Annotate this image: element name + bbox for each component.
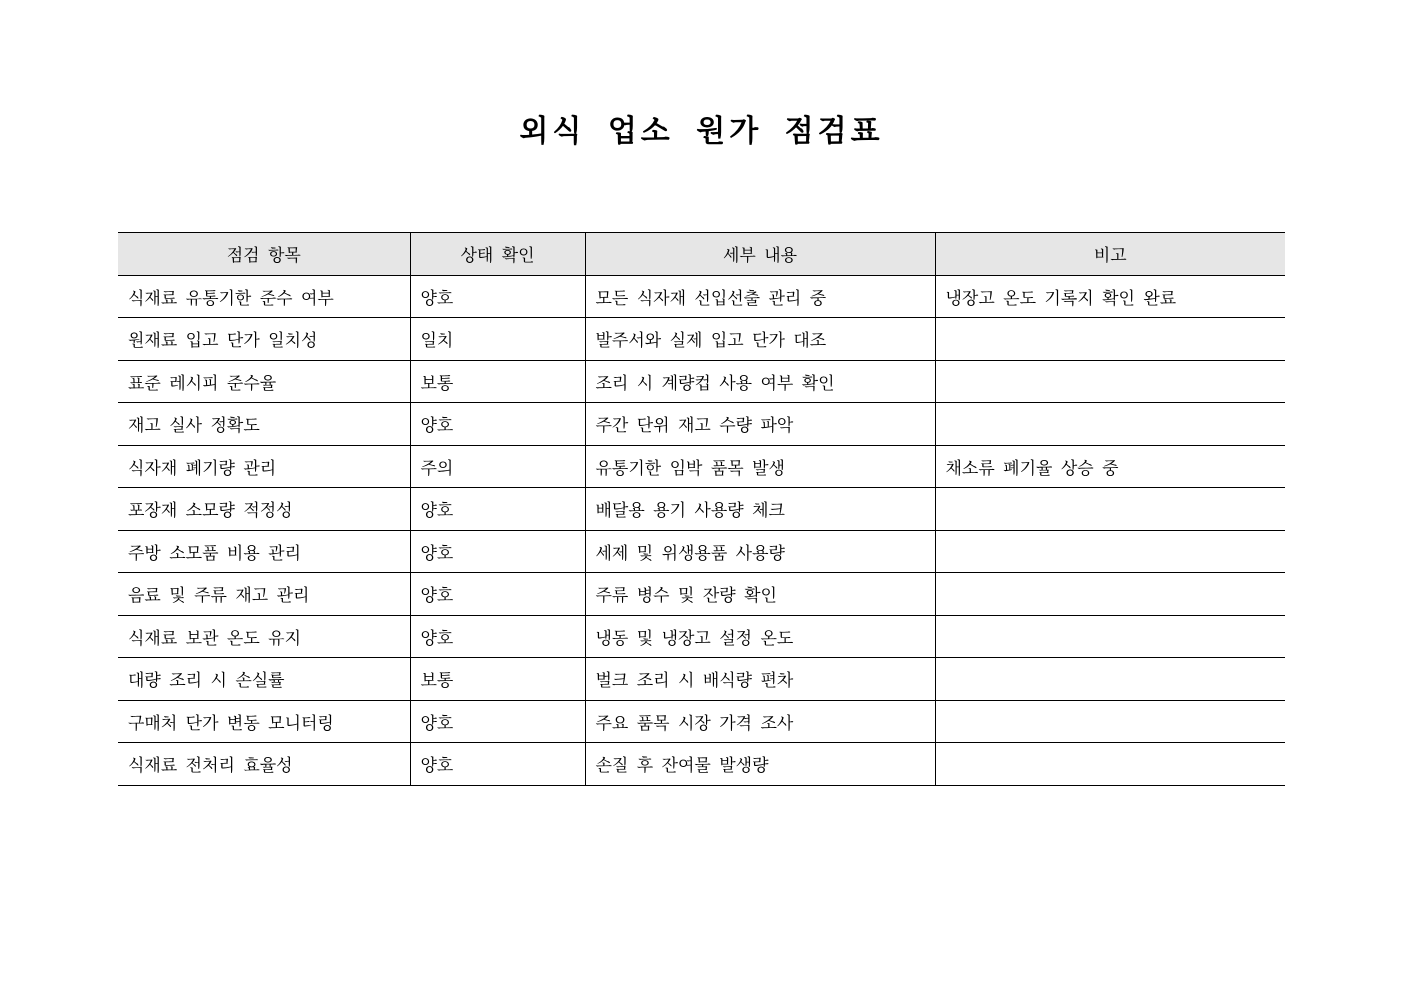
cell-details: 벌크 조리 시 배식량 편차 bbox=[585, 658, 935, 701]
table-row bbox=[118, 360, 1285, 403]
cell-details: 모든 식자재 선입선출 관리 중 bbox=[585, 275, 935, 318]
inspection-table bbox=[118, 232, 1285, 786]
cell-inspection-item: 포장재 소모량 적정성 bbox=[118, 488, 410, 531]
cell-details: 냉동 및 냉장고 설정 온도 bbox=[585, 615, 935, 658]
cell-status: 일치 bbox=[410, 318, 585, 361]
header-details: 세부 내용 bbox=[585, 233, 935, 276]
cell-remarks bbox=[935, 488, 1285, 531]
cell-status: 양호 bbox=[410, 275, 585, 318]
cell-status: 양호 bbox=[410, 530, 585, 573]
cell-inspection-item: 원재료 입고 단가 일치성 bbox=[118, 318, 410, 361]
cell-details: 주류 병수 및 잔량 확인 bbox=[585, 573, 935, 616]
cell-remarks bbox=[935, 403, 1285, 446]
header-inspection-item: 점검 항목 bbox=[118, 233, 410, 276]
cell-remarks bbox=[935, 360, 1285, 403]
cell-remarks bbox=[935, 318, 1285, 361]
cell-inspection-item: 재고 실사 정확도 bbox=[118, 403, 410, 446]
cell-inspection-item: 식재료 보관 온도 유지 bbox=[118, 615, 410, 658]
table-row bbox=[118, 700, 1285, 743]
cell-status: 양호 bbox=[410, 403, 585, 446]
cell-details: 주요 품목 시장 가격 조사 bbox=[585, 700, 935, 743]
cell-status: 양호 bbox=[410, 573, 585, 616]
table-row bbox=[118, 445, 1285, 488]
cell-details: 발주서와 실제 입고 단가 대조 bbox=[585, 318, 935, 361]
cell-status: 양호 bbox=[410, 700, 585, 743]
table-row bbox=[118, 318, 1285, 361]
table-row bbox=[118, 573, 1285, 616]
cell-remarks bbox=[935, 615, 1285, 658]
cell-status: 양호 bbox=[410, 743, 585, 786]
cell-inspection-item: 구매처 단가 변동 모니터링 bbox=[118, 700, 410, 743]
cell-inspection-item: 표준 레시피 준수율 bbox=[118, 360, 410, 403]
cell-status: 양호 bbox=[410, 488, 585, 531]
cell-remarks bbox=[935, 743, 1285, 786]
cell-details: 손질 후 잔여물 발생량 bbox=[585, 743, 935, 786]
cell-details: 배달용 용기 사용량 체크 bbox=[585, 488, 935, 531]
cell-inspection-item: 음료 및 주류 재고 관리 bbox=[118, 573, 410, 616]
table-row bbox=[118, 275, 1285, 318]
table-row bbox=[118, 530, 1285, 573]
cell-details: 주간 단위 재고 수량 파악 bbox=[585, 403, 935, 446]
cell-remarks bbox=[935, 658, 1285, 701]
table-row bbox=[118, 403, 1285, 446]
cell-inspection-item: 식재료 유통기한 준수 여부 bbox=[118, 275, 410, 318]
table-row bbox=[118, 488, 1285, 531]
cell-remarks bbox=[935, 530, 1285, 573]
table-body bbox=[118, 275, 1285, 785]
table-header bbox=[118, 233, 1285, 276]
cell-inspection-item: 식재료 전처리 효율성 bbox=[118, 743, 410, 786]
cell-inspection-item: 대량 조리 시 손실률 bbox=[118, 658, 410, 701]
cell-remarks: 냉장고 온도 기록지 확인 완료 bbox=[935, 275, 1285, 318]
cell-inspection-item: 식자재 폐기량 관리 bbox=[118, 445, 410, 488]
header-row bbox=[118, 233, 1285, 276]
header-remarks: 비고 bbox=[935, 233, 1285, 276]
cell-inspection-item: 주방 소모품 비용 관리 bbox=[118, 530, 410, 573]
cell-remarks bbox=[935, 573, 1285, 616]
table-row bbox=[118, 743, 1285, 786]
cell-remarks: 채소류 폐기율 상승 중 bbox=[935, 445, 1285, 488]
header-status-check: 상태 확인 bbox=[410, 233, 585, 276]
cell-status: 보통 bbox=[410, 360, 585, 403]
cell-status: 보통 bbox=[410, 658, 585, 701]
cell-details: 유통기한 임박 품목 발생 bbox=[585, 445, 935, 488]
cell-details: 조리 시 계량컵 사용 여부 확인 bbox=[585, 360, 935, 403]
table-row bbox=[118, 658, 1285, 701]
cell-status: 주의 bbox=[410, 445, 585, 488]
table-row bbox=[118, 615, 1285, 658]
cell-remarks bbox=[935, 700, 1285, 743]
cell-details: 세제 및 위생용품 사용량 bbox=[585, 530, 935, 573]
document-title: 외식 업소 원가 점검표 bbox=[519, 114, 884, 149]
cell-status: 양호 bbox=[410, 615, 585, 658]
